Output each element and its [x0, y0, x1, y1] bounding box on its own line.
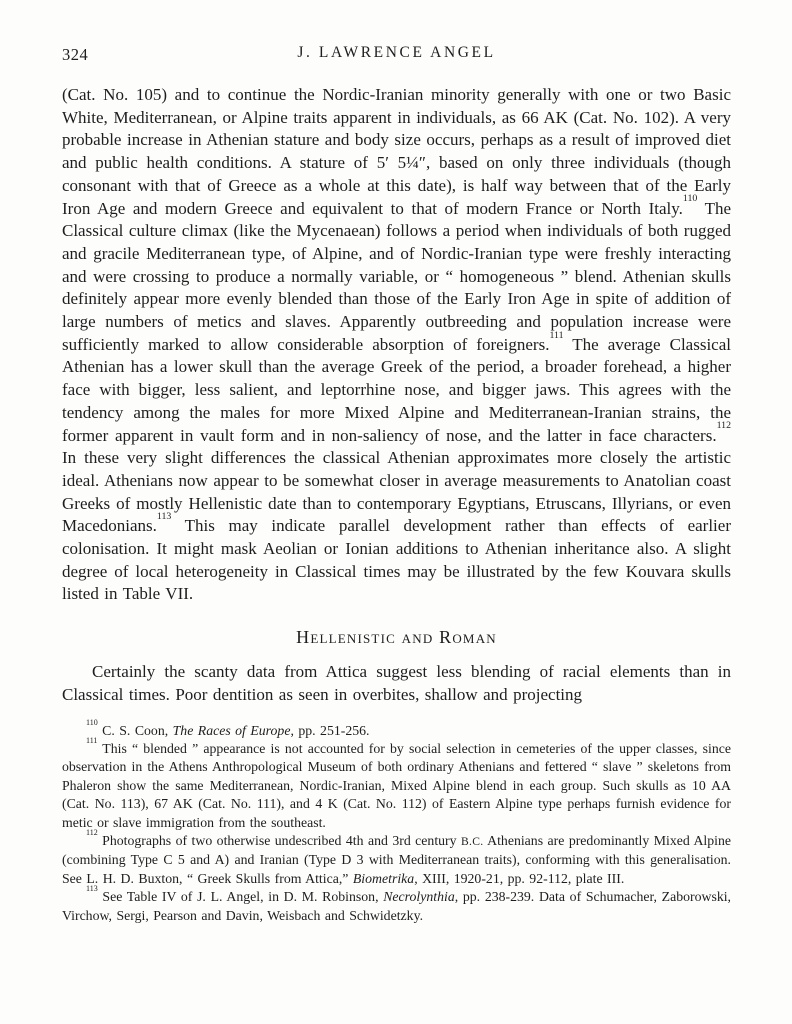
footnote-number-110: 110 [86, 717, 98, 727]
footnote-text: See Table IV of J. L. Angel, in D. M. Robinson, [97, 889, 384, 905]
footnote-111 [62, 736, 731, 832]
footnote-journal-title: Biometrika [352, 870, 415, 886]
paragraph-text: In these very slight differences the classical Athenian approximates more closely the artistic ideal. Athenians now appear to be somewhat closer in average measurements to Anatolian coast Greeks of mostly Hellenistic date than to contemporary Egyptians, Etruscans, Illyrians, or even Macedonians. [62, 448, 731, 536]
running-head-author: J. LAWRENCE ANGEL [297, 44, 496, 61]
footnote-ref-112: 112 [716, 420, 731, 432]
footnote-ref-113: 113 [156, 511, 172, 523]
footnote-number-112: 112 [86, 828, 98, 838]
paragraph-text: Certainly the scanty data from Attica suggest less blending of racial elements than in Classical times. Poor dentition as seen in overbites, shallow and projecting [62, 662, 731, 704]
footnote-number-113: 113 [86, 884, 98, 894]
footnote-text: Photographs of two otherwise undescribed 4th and 3rd century [97, 833, 461, 849]
paragraph-text: The Classical culture climax (like the Mycenaean) follows a period when individuals of both rugged and gracile Mediterranean type, of Alpine, and of Nordic-Iranian type were freshly interacting and were crossing to produce a normally variable, or “ homogeneous ” blend. Athenian skulls definitely appear more evenly blended than those of the Early Iron Age in spite of addition of large numbers of metics and slaves. Apparently outbreeding and population increase were sufficiently marked to allow considerable absorption of foreigners. [62, 198, 731, 354]
paragraph-hellenistic-roman [62, 661, 731, 706]
footnote-text: C. S. Coon, [97, 722, 173, 738]
section-heading-hellenistic-and-roman: Hellenistic and Roman [296, 627, 497, 648]
page-body [62, 84, 731, 707]
footnote-ref-110: 110 [682, 193, 698, 205]
footnote-110 [62, 717, 731, 740]
footnote-ref-111: 111 [549, 329, 564, 341]
footnote-text: , pp. 238-239. Data of Schumacher, Zaborowski, Virchow, Sergi, Pearson and Davin, Weisbach and Schwidetzky. [62, 889, 731, 923]
footnote-text: Athenians are predominantly Mixed Alpine (combining Type C 5 and A) and Iranian (Type D 3 with Mediterranean traits), conforming with this generalisation. See L. H. D. Buxton, “ Greek Skulls from Attica,” [62, 833, 731, 886]
footnotes-section [62, 717, 731, 925]
footnote-text: This “ blended ” appearance is not accounted for by social selection in cemeteries of the upper classes, since observation in the Athens Anthropological Museum of both ordinary Athenians and fettered “ slave ” skeletons from Phaleron show the same Mediterranean, Nordic-Iranian, Mixed Alpine blend in each group. Such skulls as 10 AA (Cat. No. 113), 67 AK (Cat. No. 111), and 4 K (Cat. No. 112) of Eastern Alpine type perhaps furnish evidence for metic or slave immigration from the southeast. [62, 740, 731, 830]
footnote-text: , XIII, 1920-21, pp. 92-112, plate III. [414, 870, 625, 886]
page-number: 324 [62, 45, 89, 64]
footnote-book-title: Necrolynthia [383, 889, 455, 905]
paragraph-classical-athens [62, 84, 731, 606]
running-header [62, 44, 731, 63]
footnote-text: , pp. 251-256. [290, 722, 370, 738]
footnote-number-111: 111 [86, 736, 98, 745]
paragraph-text: This may indicate parallel development rather than effects of earlier colonisation. It might mask Aeolian or Ionian additions to Athenian inheritance also. A slight degree of local heterogeneity in Classical times may be illustrated by the few Kouvara skulls listed in Table VII. [62, 516, 731, 604]
footnote-113 [62, 884, 731, 925]
paragraph-text: (Cat. No. 105) and to continue the Nordic-Iranian minority generally with one or two Basic White, Mediterranean, or Alpine traits apparent in individuals, as 66 AK (Cat. No. 102). A very probable increase in Athenian stature and body size occurs, perhaps as a result of improved diet and public health conditions. A stature of 5′ 5¼″, based on only three individuals (though consonant with that of Greece as a whole at this date), is half way between that of the Early Iron Age and modern Greece and equivalent to that of modern France or North Italy. [62, 85, 731, 218]
footnote-112 [62, 828, 731, 888]
paragraph-text: The average Classical Athenian has a lower skull than the average Greek of the period, a broader forehead, a higher face with bigger, less salient, and leptorrhine nose, and bigger jaws. This agrees with the tendency among the males for more Mixed Alpine and Mediterranean-Iranian strains, the former apparent in vault form and in non-saliency of nose, and the latter in face characters. [62, 334, 731, 445]
footnote-book-title: The Races of Europe [172, 722, 291, 738]
footnote-era-abbreviation: B.C. [461, 835, 484, 849]
